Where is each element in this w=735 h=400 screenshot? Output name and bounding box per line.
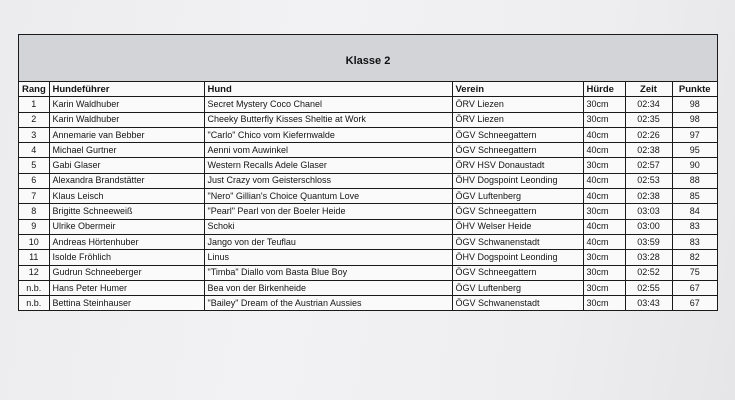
- header-huerde: Hürde: [583, 82, 625, 97]
- header-hund: Hund: [204, 82, 452, 97]
- cell-rang: 12: [19, 265, 49, 280]
- cell-punkte: 67: [672, 280, 717, 295]
- cell-hund: "Carlo" Chico vom Kiefernwalde: [204, 127, 452, 142]
- table-row: [19, 158, 717, 173]
- table-row: [19, 250, 717, 265]
- cell-zeit: 02:55: [625, 280, 672, 295]
- table-row: [19, 219, 717, 234]
- cell-hundefuehrer: Klaus Leisch: [49, 189, 204, 204]
- cell-rang: 3: [19, 127, 49, 142]
- cell-huerde: 40cm: [583, 173, 625, 188]
- cell-verein: ÖGV Schneegattern: [452, 127, 583, 142]
- cell-hund: Schoki: [204, 219, 452, 234]
- cell-hund: "Nero" Gillian's Choice Quantum Love: [204, 189, 452, 204]
- cell-zeit: 02:38: [625, 143, 672, 158]
- cell-zeit: 02:57: [625, 158, 672, 173]
- cell-verein: ÖGV Schwanenstadt: [452, 234, 583, 249]
- cell-punkte: 98: [672, 97, 717, 112]
- header-verein: Verein: [452, 82, 583, 97]
- cell-huerde: 30cm: [583, 265, 625, 280]
- cell-rang: 6: [19, 173, 49, 188]
- cell-verein: ÖHV Dogspoint Leonding: [452, 250, 583, 265]
- cell-hund: Bea von der Birkenheide: [204, 280, 452, 295]
- header-rang: Rang: [19, 82, 49, 97]
- table-row: [19, 112, 717, 127]
- cell-hundefuehrer: Isolde Fröhlich: [49, 250, 204, 265]
- table-row: [19, 204, 717, 219]
- cell-zeit: 03:03: [625, 204, 672, 219]
- cell-verein: ÖGV Luftenberg: [452, 189, 583, 204]
- cell-huerde: 30cm: [583, 97, 625, 112]
- cell-punkte: 82: [672, 250, 717, 265]
- cell-punkte: 98: [672, 112, 717, 127]
- cell-punkte: 75: [672, 265, 717, 280]
- cell-hundefuehrer: Gabi Glaser: [49, 158, 204, 173]
- cell-huerde: 30cm: [583, 250, 625, 265]
- cell-hundefuehrer: Brigitte Schneeweiß: [49, 204, 204, 219]
- cell-rang: 10: [19, 234, 49, 249]
- cell-rang: 4: [19, 143, 49, 158]
- cell-zeit: 02:53: [625, 173, 672, 188]
- table-row: [19, 127, 717, 142]
- cell-zeit: 03:00: [625, 219, 672, 234]
- cell-punkte: 83: [672, 219, 717, 234]
- cell-punkte: 90: [672, 158, 717, 173]
- table-row: [19, 280, 717, 295]
- cell-huerde: 40cm: [583, 219, 625, 234]
- table-row: [19, 143, 717, 158]
- cell-hund: Aenni vom Auwinkel: [204, 143, 452, 158]
- cell-verein: ÖGV Luftenberg: [452, 280, 583, 295]
- cell-zeit: 02:52: [625, 265, 672, 280]
- cell-hundefuehrer: Karin Waldhuber: [49, 112, 204, 127]
- cell-verein: ÖRV HSV Donaustadt: [452, 158, 583, 173]
- cell-huerde: 40cm: [583, 234, 625, 249]
- header-zeit: Zeit: [625, 82, 672, 97]
- results-body: [19, 97, 717, 311]
- cell-huerde: 30cm: [583, 112, 625, 127]
- cell-hund: Cheeky Butterfly Kisses Sheltie at Work: [204, 112, 452, 127]
- cell-huerde: 30cm: [583, 296, 625, 311]
- cell-hund: "Bailey" Dream of the Austrian Aussies: [204, 296, 452, 311]
- header-hundefuehrer: Hundeführer: [49, 82, 204, 97]
- cell-zeit: 02:35: [625, 112, 672, 127]
- cell-zeit: 02:38: [625, 189, 672, 204]
- table-row: [19, 296, 717, 311]
- cell-hundefuehrer: Ulrike Obermeir: [49, 219, 204, 234]
- table-row: [19, 173, 717, 188]
- cell-zeit: 02:26: [625, 127, 672, 142]
- cell-rang: 7: [19, 189, 49, 204]
- class-header: [19, 35, 717, 82]
- header-punkte: Punkte: [672, 82, 717, 97]
- table-row: [19, 265, 717, 280]
- cell-punkte: 88: [672, 173, 717, 188]
- cell-huerde: 30cm: [583, 204, 625, 219]
- cell-huerde: 40cm: [583, 143, 625, 158]
- cell-hundefuehrer: Bettina Steinhauser: [49, 296, 204, 311]
- cell-punkte: 85: [672, 189, 717, 204]
- cell-rang: n.b.: [19, 280, 49, 295]
- cell-hund: Just Crazy vom Geisterschloss: [204, 173, 452, 188]
- cell-punkte: 84: [672, 204, 717, 219]
- cell-punkte: 83: [672, 234, 717, 249]
- cell-rang: 8: [19, 204, 49, 219]
- cell-hund: Linus: [204, 250, 452, 265]
- cell-zeit: 03:28: [625, 250, 672, 265]
- cell-rang: n.b.: [19, 296, 49, 311]
- cell-punkte: 95: [672, 143, 717, 158]
- cell-hundefuehrer: Alexandra Brandstätter: [49, 173, 204, 188]
- class-title: Klasse 2: [345, 55, 391, 67]
- header-row: [19, 82, 717, 97]
- cell-zeit: 03:43: [625, 296, 672, 311]
- cell-verein: ÖGV Schneegattern: [452, 143, 583, 158]
- cell-verein: ÖHV Welser Heide: [452, 219, 583, 234]
- cell-hund: Secret Mystery Coco Chanel: [204, 97, 452, 112]
- cell-hundefuehrer: Gudrun Schneeberger: [49, 265, 204, 280]
- cell-huerde: 30cm: [583, 280, 625, 295]
- cell-zeit: 02:34: [625, 97, 672, 112]
- cell-rang: 9: [19, 219, 49, 234]
- cell-hundefuehrer: Michael Gurtner: [49, 143, 204, 158]
- cell-huerde: 40cm: [583, 127, 625, 142]
- cell-hundefuehrer: Karin Waldhuber: [49, 97, 204, 112]
- cell-punkte: 67: [672, 296, 717, 311]
- cell-hund: "Pearl" Pearl von der Boeler Heide: [204, 204, 452, 219]
- cell-verein: ÖHV Dogspoint Leonding: [452, 173, 583, 188]
- cell-hundefuehrer: Andreas Hörtenhuber: [49, 234, 204, 249]
- table-row: [19, 234, 717, 249]
- cell-huerde: 30cm: [583, 158, 625, 173]
- cell-rang: 1: [19, 97, 49, 112]
- cell-rang: 2: [19, 112, 49, 127]
- table-row: [19, 189, 717, 204]
- cell-hund: "Timba" Diallo vom Basta Blue Boy: [204, 265, 452, 280]
- cell-zeit: 03:59: [625, 234, 672, 249]
- table-row: [19, 97, 717, 112]
- cell-verein: ÖRV Liezen: [452, 97, 583, 112]
- cell-verein: ÖGV Schwanenstadt: [452, 296, 583, 311]
- cell-verein: ÖGV Schneegattern: [452, 265, 583, 280]
- cell-punkte: 97: [672, 127, 717, 142]
- cell-hund: Jango von der Teuflau: [204, 234, 452, 249]
- cell-hundefuehrer: Hans Peter Humer: [49, 280, 204, 295]
- cell-rang: 11: [19, 250, 49, 265]
- cell-hundefuehrer: Annemarie van Bebber: [49, 127, 204, 142]
- results-sheet: [18, 34, 718, 311]
- cell-hund: Western Recalls Adele Glaser: [204, 158, 452, 173]
- results-table: [19, 82, 717, 310]
- cell-huerde: 40cm: [583, 189, 625, 204]
- cell-verein: ÖGV Schneegattern: [452, 204, 583, 219]
- cell-rang: 5: [19, 158, 49, 173]
- cell-verein: ÖRV Liezen: [452, 112, 583, 127]
